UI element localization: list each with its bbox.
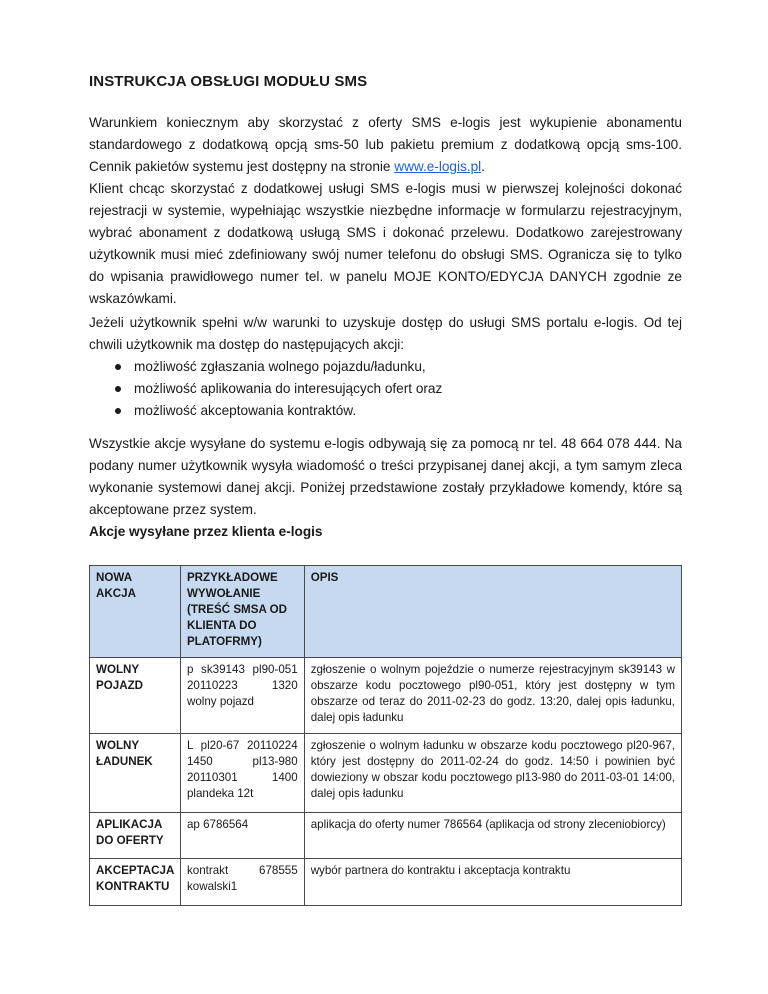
list-item: możliwość zgłaszania wolnego pojazdu/ładunku,: [89, 356, 442, 378]
cell-example: ap 6786564: [180, 813, 304, 859]
phone-paragraph: Wszystkie akcje wysyłane do systemu e-logis odbywają się za pomocą nr tel. 48 664 078 444. Na podany numer użytkownik wysyła wiadomość o treści przypisanej danej akcji, a tym samym zleca wykonanie systemowi danej akcji. Poniżej przedstawione zostały przykładowe komendy, które są akceptowane przez system.: [89, 436, 682, 517]
cell-description: zgłoszenie o wolnym ładunku w obszarze kodu pocztowego pl20-967, który jest dostępny do 2011-02-24 do godz. 14:50 i powinien być dowieziony w obszar kodu pocztowego pl13-980 do 2011-03-01 14:00, dalej opis ładunku: [304, 734, 681, 813]
access-paragraph: Jeżeli użytkownik spełni w/w warunki to uzyskuje dostęp do usługi SMS portalu e-logis. Od tej chwili użytkownik ma dostęp do następujących akcji:: [89, 315, 682, 352]
list-item: możliwość aplikowania do interesujących ofert oraz: [89, 378, 442, 400]
elogis-link[interactable]: www.e-logis.pl: [394, 159, 482, 174]
table-row: [90, 859, 682, 906]
cell-action: APLIKACJA DO OFERTY: [90, 813, 181, 859]
cell-example: kontrakt 678555 kowalski1: [180, 859, 304, 906]
table-row: [90, 734, 682, 813]
header-description: OPIS: [304, 566, 681, 658]
table-row: [90, 813, 682, 859]
header-action: NOWA AKCJA: [90, 566, 181, 658]
actions-table: [89, 565, 682, 906]
intro-text-end: .: [481, 159, 485, 174]
intro-paragraph: [89, 112, 682, 178]
cell-action: WOLNY ŁADUNEK: [90, 734, 181, 813]
header-example: PRZYKŁADOWE WYWOŁANIE (TREŚĆ SMSA OD KLIENTA DO PLATOFRMY): [180, 566, 304, 658]
table-row: [90, 658, 682, 734]
list-item: możliwość akceptowania kontraktów.: [89, 400, 442, 422]
cell-action: WOLNY POJAZD: [90, 658, 181, 734]
actions-list: [89, 356, 442, 422]
section-heading: Akcje wysyłane przez klienta e-logis: [89, 524, 323, 539]
cell-description: zgłoszenie o wolnym pojeździe o numerze rejestracyjnym sk39143 w obszarze kodu pocztowego pl90-051, który jest dostępny w tym obszarze od teraz do 2011-02-23 do godz. 13:20, dalej opis ładunku, dalej opis ładunku: [304, 658, 681, 734]
cell-description: aplikacja do oferty numer 786564 (aplikacja od strony zleceniobiorcy): [304, 813, 681, 859]
cell-example: p sk39143 pl90-051 20110223 1320 wolny pojazd: [180, 658, 304, 734]
cell-action: AKCEPTACJA KONTRAKTU: [90, 859, 181, 906]
intro-text: Warunkiem koniecznym aby skorzystać z oferty SMS e-logis jest wykupienie abonamentu standardowego z dodatkową opcją sms-50 lub pakietu premium z dodatkową opcją sms-100. Cennik pakietów systemu jest dostępny na stronie: [89, 115, 682, 174]
table-header-row: [90, 566, 682, 658]
cell-description: wybór partnera do kontraktu i akceptacja kontraktu: [304, 859, 681, 906]
page-title: INSTRUKCJA OBSŁUGI MODUŁU SMS: [89, 73, 368, 90]
cell-example: L pl20-67 20110224 1450 pl13-980 20110301 1400 plandeka 12t: [180, 734, 304, 813]
registration-paragraph: Klient chcąc skorzystać z dodatkowej usługi SMS e-logis musi w pierwszej kolejności dokonać rejestracji w systemie, wypełniając wszystkie niezbędne informacje w formularzu rejestracyjnym, wybrać abonament z dodatkową usługą SMS i dokonać przelewu. Dodatkowo zarejestrowany użytkownik musi mieć zdefiniowany swój numer telefonu do obsługi SMS. Ogranicza się to tylko do wpisania prawidłowego numer tel. w panelu MOJE KONTO/EDYCJA DANYCH zgodnie ze wskazówkami.: [89, 181, 682, 306]
